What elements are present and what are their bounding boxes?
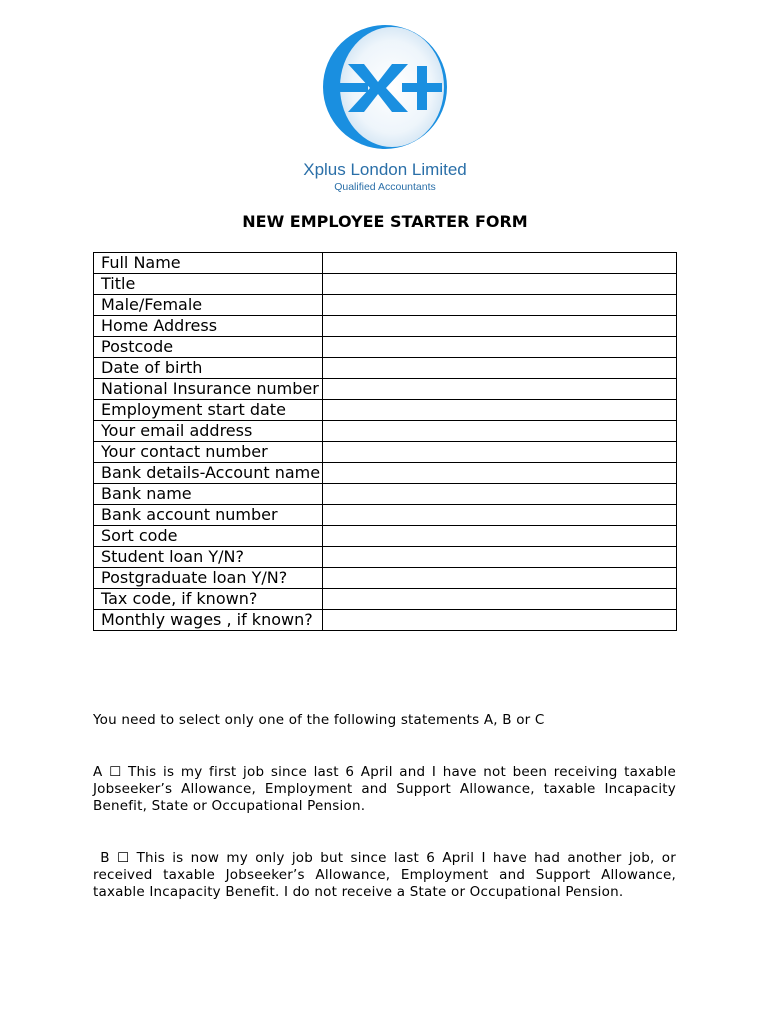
- employee-details-table: [93, 252, 677, 631]
- field-value-input[interactable]: [323, 316, 677, 337]
- field-value-input[interactable]: [323, 442, 677, 463]
- form-row: [94, 253, 677, 274]
- field-label: Postgraduate loan Y/N?: [94, 568, 323, 589]
- form-row: [94, 379, 677, 400]
- form-row: [94, 421, 677, 442]
- field-label: Home Address: [94, 316, 323, 337]
- statement-b-letter: B: [100, 850, 110, 866]
- field-value-input[interactable]: [323, 568, 677, 589]
- company-tagline: Qualified Accountants: [334, 181, 436, 193]
- field-value-input[interactable]: [323, 526, 677, 547]
- field-label: Title: [94, 274, 323, 295]
- statement-b-checkbox[interactable]: ☐: [117, 850, 130, 866]
- field-value-input[interactable]: [323, 589, 677, 610]
- field-value-input[interactable]: [323, 253, 677, 274]
- statement-a: [93, 764, 676, 815]
- statement-instructions: You need to select only one of the following statements A, B or C: [93, 712, 545, 728]
- field-label: Male/Female: [94, 295, 323, 316]
- form-row: [94, 358, 677, 379]
- form-row: [94, 337, 677, 358]
- field-value-input[interactable]: [323, 505, 677, 526]
- form-title: NEW EMPLOYEE STARTER FORM: [242, 212, 528, 231]
- field-label: Date of birth: [94, 358, 323, 379]
- field-value-input[interactable]: [323, 547, 677, 568]
- statement-b: [93, 850, 676, 901]
- field-label: Bank account number: [94, 505, 323, 526]
- statement-a-checkbox[interactable]: ☐: [109, 764, 122, 780]
- field-value-input[interactable]: [323, 463, 677, 484]
- form-row: [94, 589, 677, 610]
- field-value-input[interactable]: [323, 421, 677, 442]
- statement-b-text: This is now my only job but since last 6 April I have had another job, or received taxable Jobseeker’s Allowance, Employment and Support Allowance, taxable Incapacity Benefit. I do not receive a State or Occupational Pension.: [93, 850, 676, 900]
- field-label: Your contact number: [94, 442, 323, 463]
- form-row: [94, 484, 677, 505]
- field-label: Postcode: [94, 337, 323, 358]
- field-value-input[interactable]: [323, 484, 677, 505]
- field-label: Student loan Y/N?: [94, 547, 323, 568]
- field-label: Sort code: [94, 526, 323, 547]
- statement-a-letter: A: [93, 764, 103, 780]
- company-name: Xplus London Limited: [303, 160, 467, 179]
- field-label: Employment start date: [94, 400, 323, 421]
- company-logo: [306, 22, 464, 152]
- statement-a-text: This is my first job since last 6 April and I have not been receiving taxable Jobseeker’s Allowance, Employment and Support Allowance, taxable Incapacity Benefit, State or Occupational Pension.: [93, 764, 676, 814]
- field-value-input[interactable]: [323, 379, 677, 400]
- form-row: [94, 463, 677, 484]
- field-label: Monthly wages , if known?: [94, 610, 323, 631]
- field-label: Bank name: [94, 484, 323, 505]
- form-row: [94, 400, 677, 421]
- field-label: Bank details-Account name: [94, 463, 323, 484]
- form-row: [94, 547, 677, 568]
- field-label: Full Name: [94, 253, 323, 274]
- field-value-input[interactable]: [323, 274, 677, 295]
- field-label: National Insurance number: [94, 379, 323, 400]
- form-row: [94, 316, 677, 337]
- field-value-input[interactable]: [323, 295, 677, 316]
- field-label: Your email address: [94, 421, 323, 442]
- form-row: [94, 274, 677, 295]
- form-row: [94, 610, 677, 631]
- form-row: [94, 505, 677, 526]
- form-row: [94, 442, 677, 463]
- field-value-input[interactable]: [323, 358, 677, 379]
- form-row: [94, 526, 677, 547]
- field-value-input[interactable]: [323, 337, 677, 358]
- field-label: Tax code, if known?: [94, 589, 323, 610]
- field-value-input[interactable]: [323, 610, 677, 631]
- form-row: [94, 568, 677, 589]
- form-row: [94, 295, 677, 316]
- field-value-input[interactable]: [323, 400, 677, 421]
